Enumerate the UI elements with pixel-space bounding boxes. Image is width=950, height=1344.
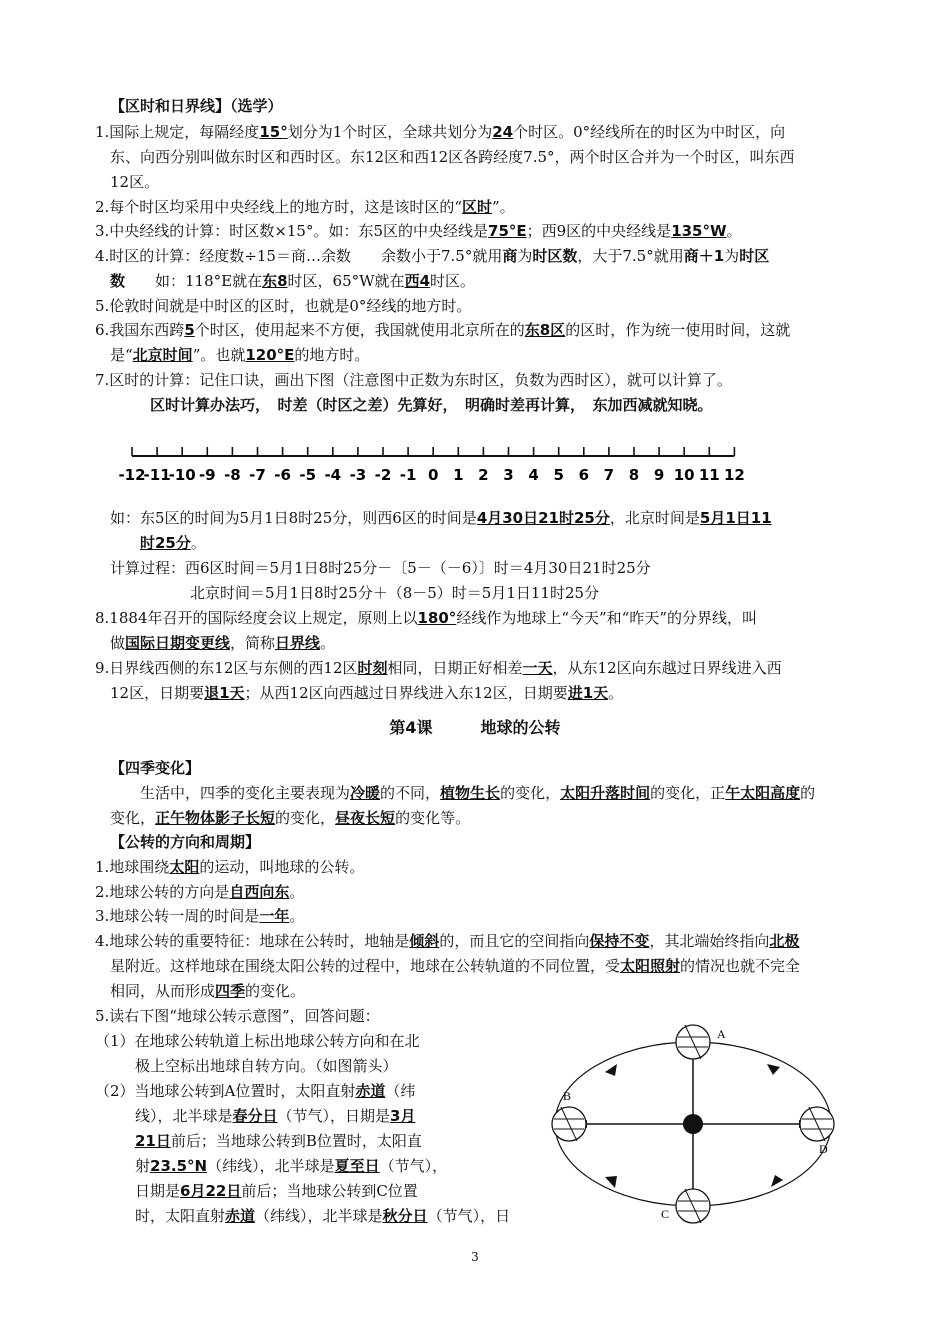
- ruler-tick-label: 6: [578, 466, 590, 484]
- ruler-tick-label: -5: [299, 466, 317, 484]
- ruler-tick-label: -8: [224, 466, 241, 484]
- question-1-line1: （1）在地球公转轨道上标出地球公转方向和在北: [95, 1032, 420, 1050]
- orbit-2: 2.地球公转的方向是自西向东。: [95, 883, 305, 901]
- para-8-line2: 做国际日期变更线，简称日界线。: [110, 634, 336, 652]
- para-4-line2: 数 如：118°E就在东8时区，65°W就在西4时区。: [110, 272, 476, 290]
- para-7: 7.区时的计算：记住口诀，画出下图（注意图中正数为东时区，负数为西时区），就可以计算了。: [95, 371, 732, 389]
- para-6: 6.我国东西跨5个时区，使用起来不方便，我国就使用北京所在的东8区的区时，作为统一使用时间，这就: [95, 321, 791, 339]
- question-2-line5: 日期是6月22日前后；当地球公转到C位置: [135, 1182, 418, 1200]
- ruler-tick-label: 9: [653, 466, 665, 484]
- ruler-tick-label: 7: [603, 466, 615, 484]
- heading-zone-time: 【区时和日界线】（选学）: [110, 97, 283, 115]
- earth-orbit-diagram: [545, 1012, 845, 1232]
- ruler-tick-label: 3: [503, 466, 514, 484]
- orbit-arrow-ne: [767, 1064, 780, 1075]
- ruler-tick-label: -12: [118, 466, 146, 484]
- orbit-4: 4.地球公转的重要特征：地球在公转时，地轴是倾斜的，而且它的空间指向保持不变，其北端始终指向北极: [95, 932, 800, 950]
- para-9-line2: 12区，日期要退1天；从西12区向西越过日界线进入东12区，日期要进1天。: [110, 684, 624, 702]
- ruler-tick-label: 10: [673, 466, 695, 484]
- orbit-arrow-sw: [605, 1176, 617, 1188]
- ruler-tick-label: -4: [324, 466, 342, 484]
- ruler-tick-label: 12: [723, 466, 745, 484]
- question-2-line1: （2）当地球公转到A位置时，太阳直射赤道（纬: [95, 1082, 416, 1100]
- orbit-1: 1.地球围绕太阳的运动，叫地球的公转。: [95, 858, 365, 876]
- ruler-tick-label: -2: [374, 466, 392, 484]
- earth-b: [552, 1107, 586, 1141]
- ruler-tick-label: 8: [628, 466, 640, 484]
- orbit-arrow-nw: [605, 1064, 617, 1076]
- para-6-line2: 是“北京时间”。也就120°E的地方时。: [110, 346, 370, 364]
- earth-a: [676, 1025, 710, 1059]
- ruler-tick-label: -1: [399, 466, 417, 484]
- ruler-tick-label: -11: [143, 466, 171, 484]
- sun: [683, 1114, 703, 1134]
- question-2-line3: 21日前后；当地球公转到B位置时，太阳直: [135, 1132, 422, 1150]
- orbit-arrow-se: [771, 1175, 783, 1187]
- earth-d: [800, 1107, 834, 1141]
- para-5: 5.伦敦时间就是中时区的区时，也就是0°经线的地方时。: [95, 297, 472, 315]
- ruler-tick-label: 0: [427, 466, 439, 484]
- ruler-tick-label: 11: [698, 466, 720, 484]
- ruler-tick-label: -9: [198, 466, 216, 484]
- para-4: 4.时区的计算：经度数÷15＝商…余数 余数小于7.5°就用商为时区数，大于7.5°就用商＋1为时区: [95, 247, 770, 265]
- para-1: 1.国际上规定，每隔经度15°划分为1个时区，全球共划分为24个时区。0°经线所在的时区为中时区，向: [95, 123, 786, 141]
- question-2-line6: 时，太阳直射赤道（纬线），北半球是秋分日（节气），日: [135, 1207, 511, 1225]
- ruler-tick-label: 2: [478, 466, 489, 484]
- page-number: 3: [471, 1250, 479, 1264]
- label-c: C: [661, 1207, 670, 1221]
- para-8: 8.1884年召开的国际经度会议上规定，原则上以180°经线作为地球上“今天”和“昨天”的分界线，叫: [95, 609, 757, 627]
- label-a: A: [717, 1027, 726, 1041]
- question-1-line2: 极上空标出地球自转方向。（如图箭头）: [135, 1057, 398, 1075]
- para-3: 3.中央经线的计算：时区数×15°。如：东5区的中央经线是75°E；西9区的中央经线是135°W。: [95, 222, 742, 240]
- para-9: 9.日界线西侧的东12区与东侧的西12区时刻相同，日期正好相差一天，从东12区向东越过日界线进入西: [95, 659, 782, 677]
- orbit-5: 5.读右下图“地球公转示意图”，回答问题：: [95, 1007, 380, 1025]
- ruler-tick-label: 5: [553, 466, 564, 484]
- ruler-tick-label: -10: [168, 466, 196, 484]
- ruler-tick-label: -6: [274, 466, 291, 484]
- ruler-tick-label: -7: [249, 466, 266, 484]
- example-line2: 时25分。: [140, 534, 206, 552]
- rhyme: 区时计算办法巧， 时差（时区之差）先算好， 明确时差再计算， 东加西减就知晓。: [150, 396, 713, 414]
- orbit-3: 3.地球公转一周的时间是一年。: [95, 907, 305, 925]
- para-1-line3: 12区。: [110, 173, 160, 191]
- calc-1: 计算过程：西6区时间＝5月1日8时25分－〔5－（－6）〕时＝4月30日21时25分: [110, 559, 651, 577]
- calc-2: 北京时间＝5月1日8时25分＋（8－5）时＝5月1日11时25分: [190, 584, 600, 602]
- ruler-tick-label: 1: [453, 466, 464, 484]
- para-2: 2.每个时区均采用中央经线上的地方时，这是该时区的“区时”。: [95, 198, 515, 216]
- timezone-ruler: [110, 440, 750, 488]
- ruler-tick-label: 4: [528, 466, 539, 484]
- orbit-4-line3: 相同，从而形成四季的变化。: [110, 982, 306, 1000]
- seasons-para: 生活中，四季的变化主要表现为冷暖的不同，植物生长的变化，太阳升落时间的变化，正午太阳高度的: [140, 784, 816, 802]
- heading-seasons: 【四季变化】: [110, 759, 201, 777]
- orbit-4-line2: 星附近。这样地球在围绕太阳公转的过程中，地球在公转轨道的不同位置，受太阳照射的情况也就不完全: [110, 957, 801, 975]
- label-d: D: [819, 1142, 828, 1156]
- heading-orbit: 【公转的方向和周期】: [110, 833, 261, 851]
- question-2-line2: 线），北半球是春分日（节气），日期是3月: [135, 1107, 416, 1125]
- earth-c: [676, 1189, 710, 1223]
- example: 如：东5区的时间为5月1日8时25分，则西6区的时间是4月30日21时25分，北京时间是5月1日11: [110, 509, 772, 527]
- para-1-line2: 东、向西分别叫做东时区和西时区。东12区和西12区各跨经度7.5°，两个时区合并为一个时区，叫东西: [110, 148, 795, 166]
- seasons-para-line2: 变化，正午物体影子长短的变化，昼夜长短的变化等。: [110, 809, 471, 827]
- lesson-title: 第4课 地球的公转: [389, 718, 561, 737]
- ruler-tick-label: -3: [349, 466, 367, 484]
- question-2-line4: 射23.5°N（纬线），北半球是夏至日（节气），: [135, 1157, 448, 1175]
- label-b: B: [563, 1089, 572, 1103]
